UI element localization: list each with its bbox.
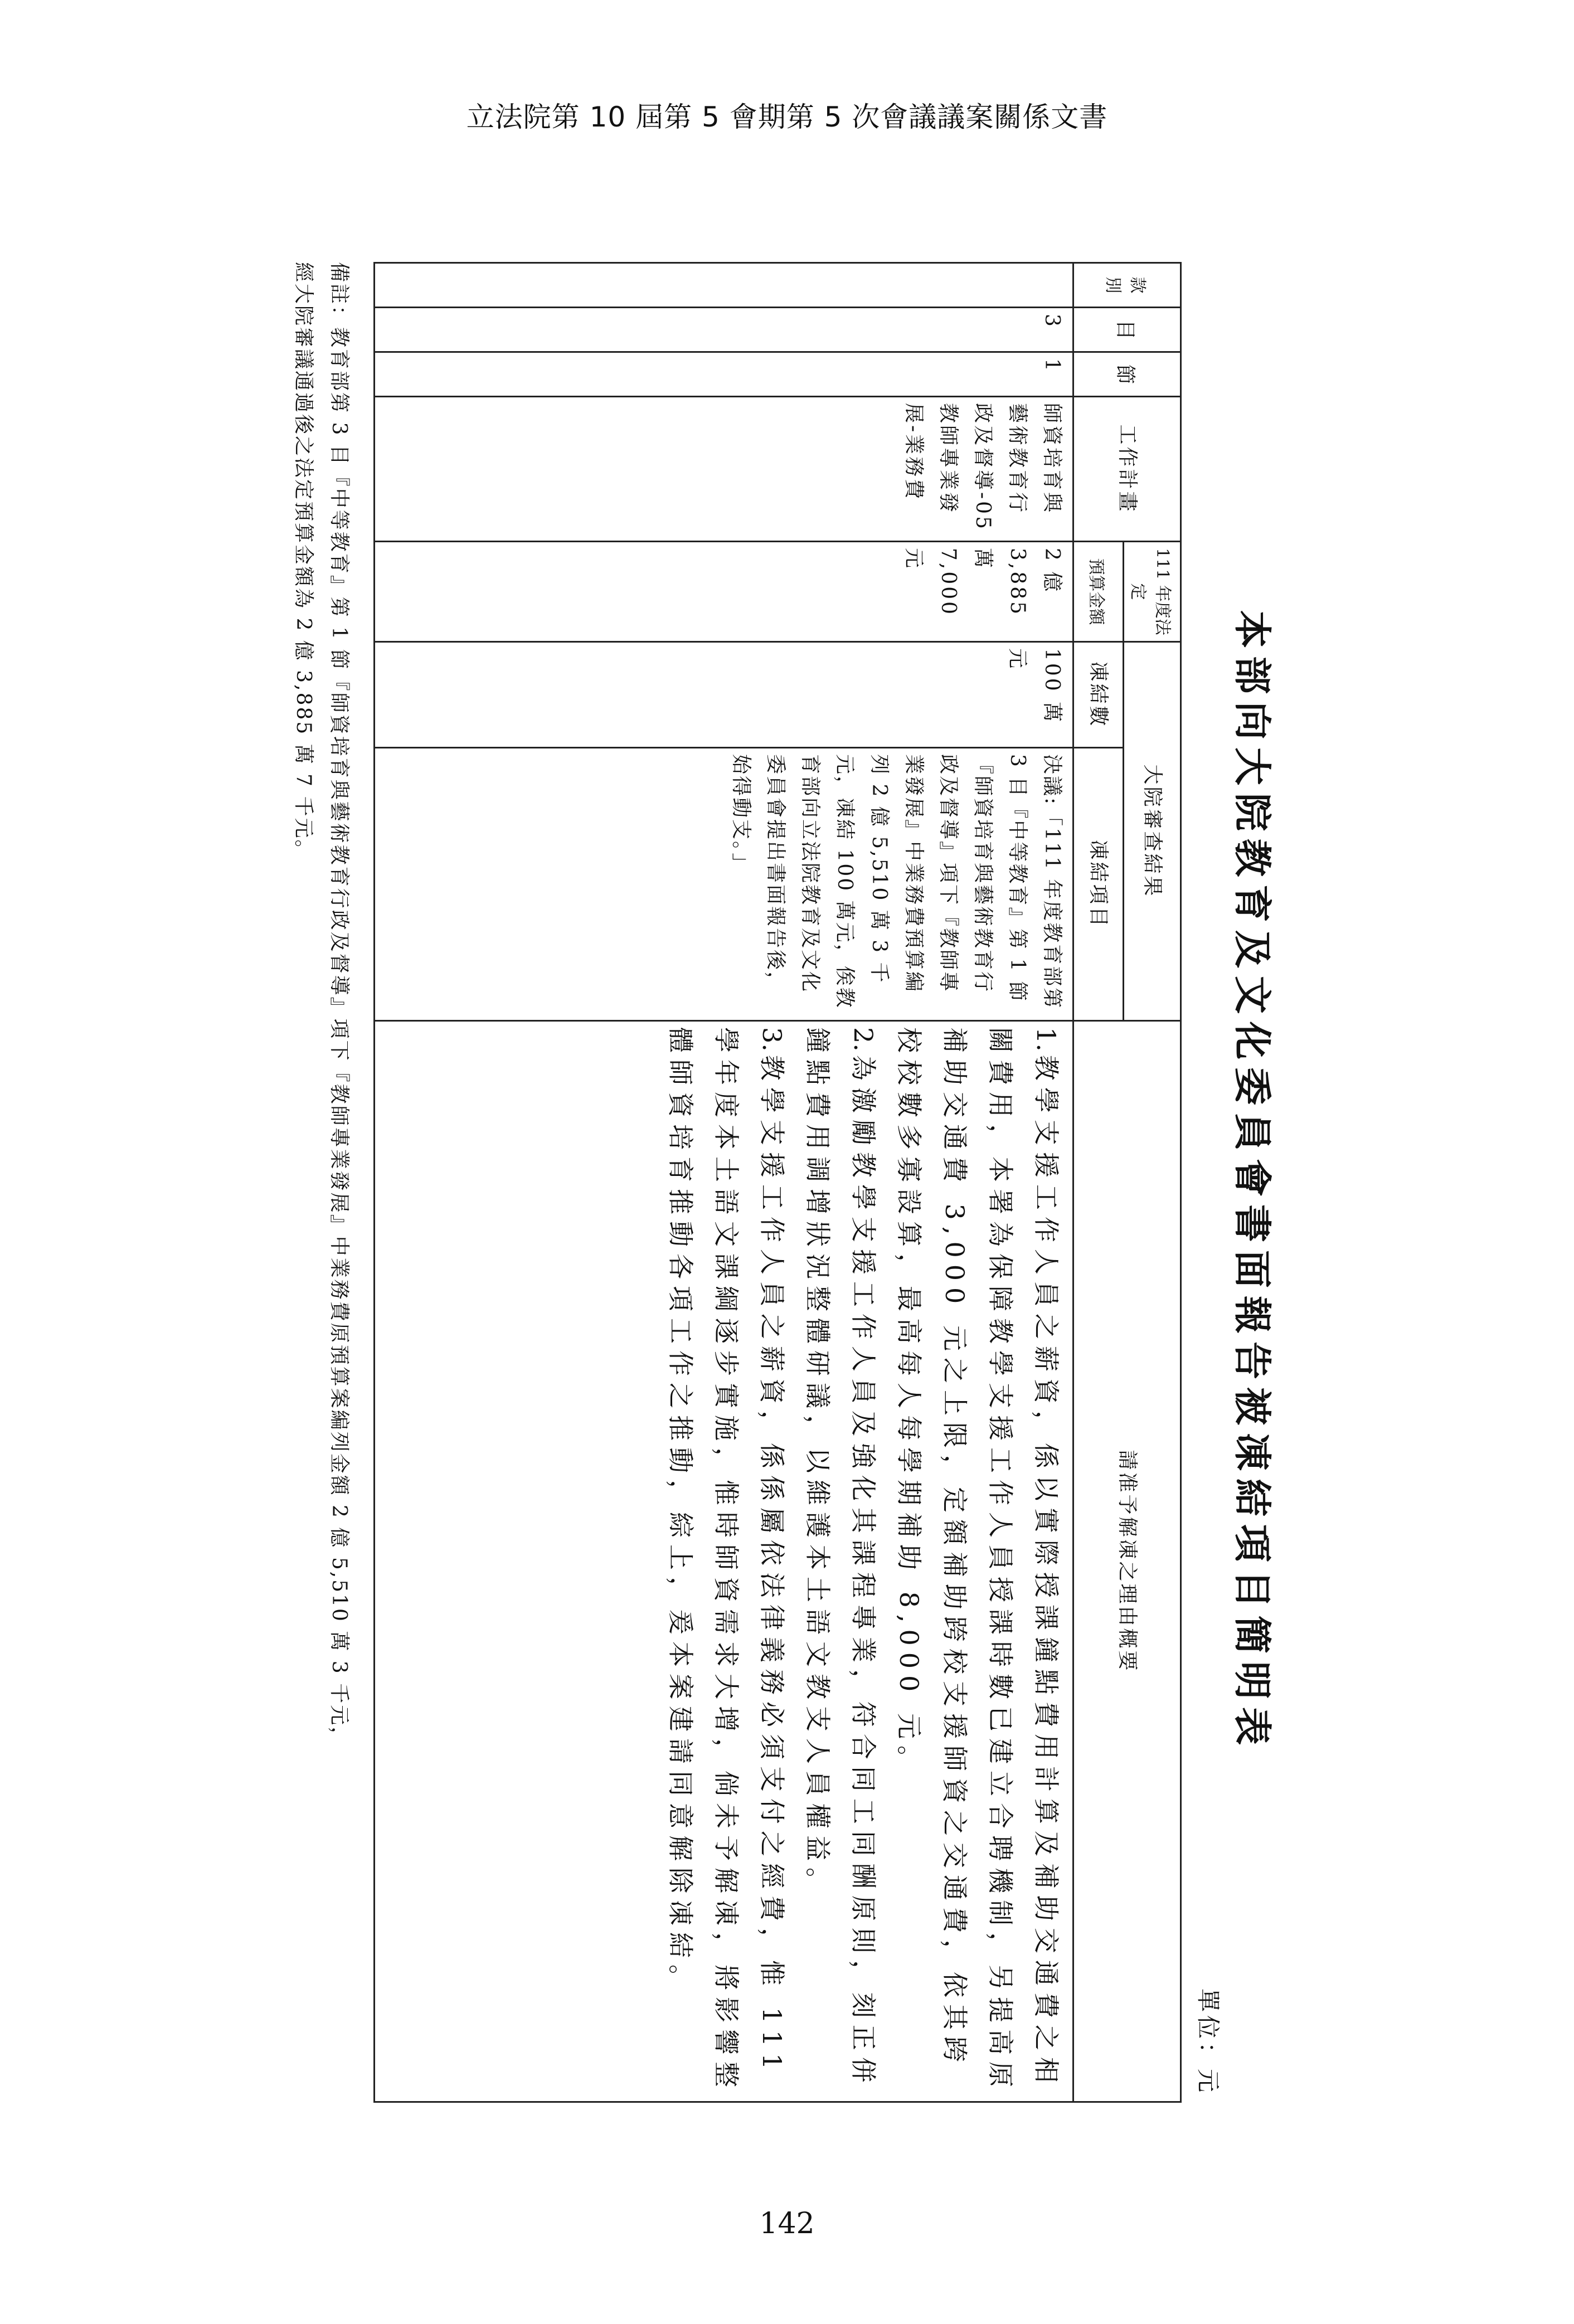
cell-work-plan: 師資培育與藝術教育行政及督導-05 教師專業發展-業務費 <box>375 397 1073 542</box>
footnote-line: 經大院審議通過後之法定預算金額為 2 億 3,885 萬 7 千元。 <box>292 262 315 862</box>
frozen-items-table <box>373 262 1182 2103</box>
cell-frozen-amount: 100 萬元 <box>375 642 1073 748</box>
header-section: 節 <box>1073 352 1181 397</box>
reason-text: 教學支援工作人員之薪資，係以實際授課鐘點費用計算及補助交通費之相關費用，本署為保障教學支援工作人員授課時數已建立合聘機制，另提高原補助交通費 3,000 元之上限，定額補助跨校支援師資之交通費，依其跨校校數多寡設算，最高每人每學期補助 8,000 元。 <box>894 1027 1061 2094</box>
header-reason: 請准予解凍之理由概要 <box>1073 1021 1181 2102</box>
header-review-result: 大院審查結果 <box>1124 642 1181 1021</box>
reason-text: 教學支援工作人員之薪資，係係屬依法律義務必須支付之經費，惟 111 學年度本土語文課綱逐步實施，惟時師資需求大增，倘未予解凍，將影響整體師資培育推動各項工作之推動，綜上，爰本案建請同意解除凍結。 <box>665 1027 787 2094</box>
table-row <box>375 263 1073 2102</box>
running-header: 立法院第 10 屆第 5 會期第 5 次會議議案關係文書 <box>466 101 1108 133</box>
reason-number: 3. <box>757 1027 787 1052</box>
cell-budget-amount: 2 億 3,885 萬 7,000 元 <box>375 542 1073 642</box>
cell-reasons <box>375 1021 1073 2102</box>
cell-category <box>375 263 1073 308</box>
reason-number: 1. <box>1031 1027 1061 1052</box>
footnote <box>285 262 357 2101</box>
cell-item: 3 <box>375 308 1073 352</box>
footnote-line: 備註：教育部第 3 目『中等教育』第 1 節『師資培育與藝術教育行政及督導』項下『教師專業發展』中業務費原預算案編列金額 2 億 5,510 萬 3 千元， <box>328 262 351 1749</box>
header-category: 款別 <box>1073 263 1181 308</box>
header-frozen-item: 凍結項目 <box>1073 748 1124 1021</box>
reason-item <box>658 1027 795 2096</box>
header-budget-group: 111 年度法定 <box>1124 542 1181 642</box>
document-title: 本部向大院教育及文化委員會書面報告被凍結項目簡明表 <box>1230 610 1274 1753</box>
page-number: 142 <box>759 2207 815 2240</box>
cell-section: 1 <box>375 352 1073 397</box>
table-header-row-1 <box>1124 263 1181 2102</box>
unit-label: 單位：元 <box>1194 1988 1222 2096</box>
header-frozen-amount: 凍結數 <box>1073 642 1124 748</box>
reason-item <box>795 1027 886 2096</box>
reason-text: 為激勵教學支援工作人員及強化其課程專業，符合同工同酬原則，刻正併鐘點費用調增狀況整體研議，以維護本土語文教支人員權益。 <box>803 1027 878 2089</box>
header-budget-amount: 預算金額 <box>1073 542 1124 642</box>
reason-item <box>886 1027 1069 2096</box>
rotated-document-body <box>229 262 1310 2101</box>
reason-number: 2. <box>848 1027 878 1052</box>
header-item: 目 <box>1073 308 1181 352</box>
cell-frozen-item: 決議:「111 年度教育部第 3 目『中等教育』第 1 節『師資培育與藝術教育行政及督導』項下『教師專業發展』中業務費預算編列 2 億 5,510 萬 3 千元，凍結 100 萬元，俟教育部向立法院教育及文化委員會提出書面報告後，始得動支。」 <box>375 748 1073 1021</box>
reason-list <box>658 1027 1069 2096</box>
header-work-plan: 工作計畫 <box>1073 397 1181 542</box>
